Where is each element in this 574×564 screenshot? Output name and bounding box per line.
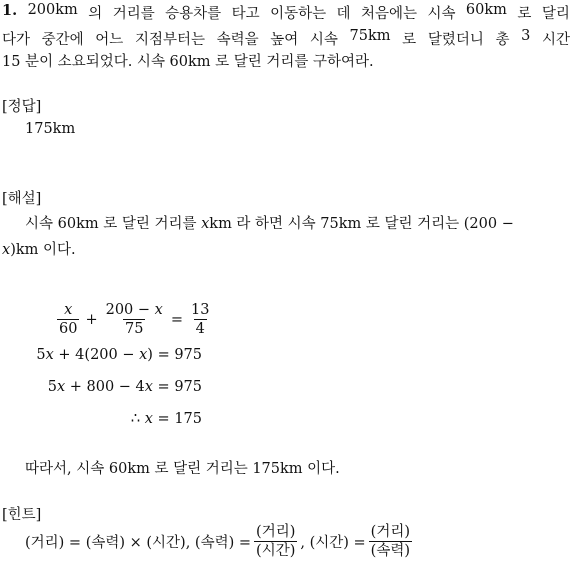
solution-text: )km 이다. [10,242,76,258]
problem-word: 로 [517,6,532,22]
solution-line-2 [2,238,76,259]
problem-word: 시속 [309,32,338,48]
numerator: (거리) [256,524,296,540]
problem-word: 높여 [270,32,299,48]
fraction-13-over-4 [189,301,211,338]
problem-word: 달렸더니 [427,32,484,48]
problem-word: 의 [88,6,103,22]
problem-word: 속력을 [216,32,259,48]
problem-line-3: 15 분이 소요되었다. 시속 60km 로 달린 거리를 구하여라. [2,54,374,70]
solution-text: km 라 하면 시속 75km 로 달린 거리는 (200 − [209,216,514,232]
equals-sign: = [170,311,183,328]
equation-2: 5x + 4(200 − x) = 975 [36,347,202,363]
equation-1 [54,301,214,338]
problem-word: 로 [402,32,417,48]
fraction-distance-over-time [254,523,297,560]
problem-word: 달리 [541,6,570,22]
problem-word: 처음에는 [361,6,418,22]
problem-number: 1. [2,2,18,19]
problem-word: 데 [336,6,351,22]
fraction-x-over-60 [57,301,79,338]
problem-word: 어느 [95,32,124,48]
denominator: (속력) [370,543,410,559]
numerator: (거리) [370,524,410,540]
problem-word: 지점부터는 [134,32,205,48]
problem-word: 중간에 [41,32,84,48]
problem-line-1 [2,2,570,23]
equation-4: ∴ x = 175 [130,411,202,427]
denominator: 4 [195,321,205,337]
variable-x: x [2,242,11,258]
fraction-200-minus-x-over-75 [104,301,165,338]
problem-line-2 [2,28,570,49]
hint-formula [25,523,415,560]
hint-text: , (시간) = [300,535,366,551]
answer-value: 175km [25,121,76,137]
solution-text: 시속 60km 로 달린 거리를 [25,216,202,232]
problem-word: 시속 [427,6,456,22]
problem-word: 거리를 [112,6,155,22]
equation-3: 5x + 800 − 4x = 975 [47,379,202,395]
problem-word: 다가 [2,32,31,48]
therefore-symbol: ∴ [130,411,145,427]
problem-word: 3 [521,28,531,44]
numerator: 200 − x [105,302,163,318]
denominator: 60 [59,321,78,337]
solution-conclusion: 따라서, 시속 60km 로 달린 거리는 175km 이다. [25,461,340,477]
plus-sign: + [85,311,98,328]
fraction-distance-over-speed [369,523,412,560]
problem-word: 60km [465,2,507,18]
problem-word: 총 [495,32,510,48]
problem-word: 200km [27,2,78,18]
answer-label: [정답] [2,99,42,115]
denominator: (시간) [256,543,296,559]
variable-x: x [201,216,210,232]
numerator: x [64,302,73,318]
hint-text: (거리) = (속력) × (시간), (속력) = [25,535,252,551]
problem-word: 시간 [541,32,570,48]
denominator: 75 [125,321,144,337]
problem-word: 승용차를 [165,6,222,22]
numerator: 13 [191,302,210,318]
problem-word: 75km [349,28,391,44]
solution-label: [해설] [2,191,42,207]
problem-word: 타고 [231,6,260,22]
hint-label: [힌트] [2,507,42,523]
solution-line-1 [25,212,514,233]
problem-word: 이동하는 [270,6,327,22]
